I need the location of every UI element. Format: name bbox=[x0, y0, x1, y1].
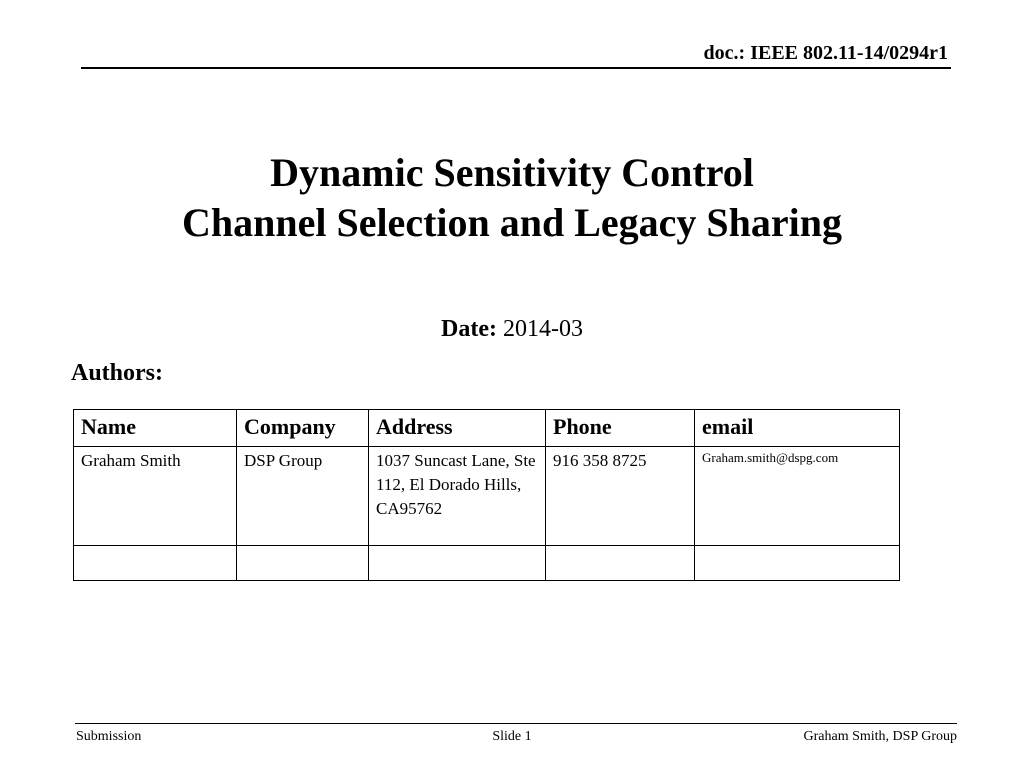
footer-submission: Submission bbox=[76, 729, 142, 744]
author-address-cell bbox=[369, 546, 546, 581]
slide-title-line-1: Dynamic Sensitivity Control bbox=[270, 150, 754, 195]
footer-divider bbox=[75, 723, 957, 724]
column-header-address: Address bbox=[369, 410, 546, 447]
slide-title-line-2: Channel Selection and Legacy Sharing bbox=[181, 200, 843, 245]
column-header-email: email bbox=[695, 410, 900, 447]
date-line bbox=[0, 316, 1024, 343]
author-company-cell: DSP Group bbox=[237, 447, 369, 546]
author-name-cell bbox=[74, 546, 237, 581]
column-header-company: Company bbox=[237, 410, 369, 447]
author-phone-cell: 916 358 8725 bbox=[546, 447, 695, 546]
table-row bbox=[74, 546, 900, 581]
author-address-cell: 1037 Suncast Lane, Ste 112, El Dorado Hills, CA95762 bbox=[369, 447, 546, 546]
author-email-cell bbox=[695, 546, 900, 581]
authors-heading: Authors: bbox=[71, 360, 164, 386]
author-name-cell: Graham Smith bbox=[74, 447, 237, 546]
authors-table bbox=[73, 409, 900, 581]
author-company-cell bbox=[237, 546, 369, 581]
date-label: Date: bbox=[441, 316, 497, 342]
footer-slide-number: Slide 1 bbox=[492, 729, 532, 744]
table-row bbox=[74, 447, 900, 546]
slide-title bbox=[0, 148, 1024, 248]
author-email-cell: Graham.smith@dspg.com bbox=[695, 447, 900, 546]
author-phone-cell bbox=[546, 546, 695, 581]
header-divider bbox=[81, 67, 951, 69]
table-header-row bbox=[74, 410, 900, 447]
date-value: 2014-03 bbox=[502, 316, 583, 342]
column-header-phone: Phone bbox=[546, 410, 695, 447]
document-id: doc.: IEEE 802.11-14/0294r1 bbox=[703, 42, 948, 64]
column-header-name: Name bbox=[74, 410, 237, 447]
footer-author: Graham Smith, DSP Group bbox=[803, 729, 957, 744]
